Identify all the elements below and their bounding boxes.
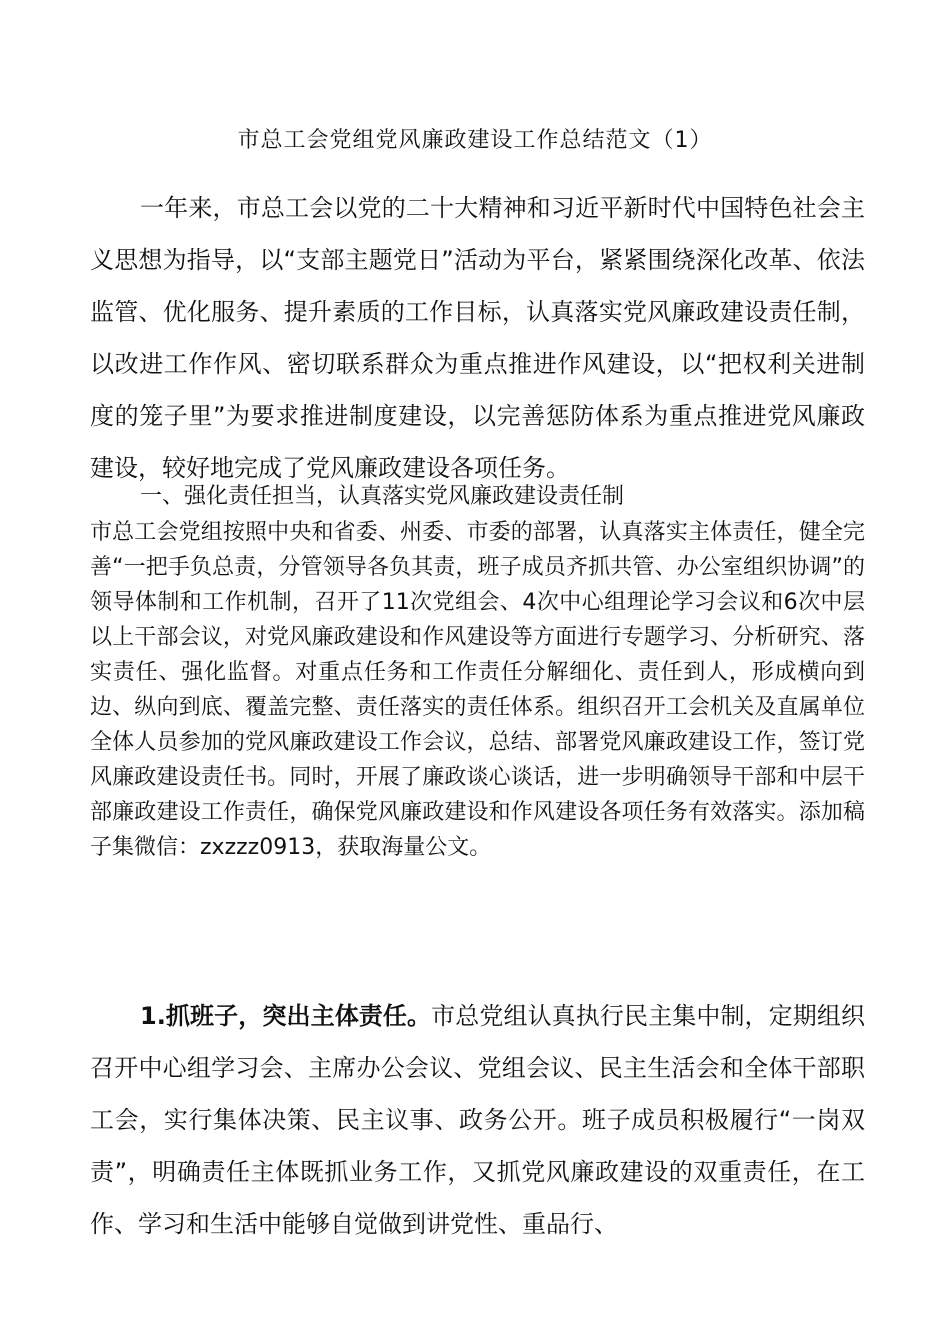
item-text: 市总党组认真执行民主集中制，定期组织召开中心组学习会、主席办公会议、党组会议、民主生活会和全体干部职工会，实行集体决策、民主议事、政务公开。班子成员积极履行“一岗双责”，明确责任主体既抓业务工作，又抓党风廉政建设的双重责任，在工作、学习和生活中能够自觉做到讲党性、重品行、 [90, 1002, 865, 1238]
section-body-paragraph: 市总工会党组按照中央和省委、州委、市委的部署，认真落实主体责任，健全完善“一把手负总责，分管领导各负其责，班子成员齐抓共管、办公室组织协调”的领导体制和工作机制，召开了11次党组会、4次中心组理论学习会议和6次中层以上干部会议，对党风廉政建设和作风建设等方面进行专题学习、分析研究、落实责任、强化监督。对重点任务和工作责任分解细化、责任到人，形成横向到边、纵向到底、覆盖完整、责任落实的责任体系。组织召开工会机关及直属单位全体人员参加的党风廉政建设工作会议，总结、部署党风廉政建设工作，签订党风廉政建设责任书。同时，开展了廉政谈心谈话，进一步明确领导干部和中层干部廉政建设工作责任，确保党风廉政建设和作风建设各项任务有效落实。添加稿子集微信：zxzzz0913，获取海量公文。 [90, 520, 865, 860]
item-paragraph [90, 990, 865, 1250]
item-lead: 1.抓班子，突出主体责任。 [140, 1002, 432, 1030]
intro-paragraph: 一年来，市总工会以党的二十大精神和习近平新时代中国特色社会主义思想为指导，以“支部主题党日”活动为平台，紧紧围绕深化改革、依法监管、优化服务、提升素质的工作目标，认真落实党风廉政建设责任制，以改进工作作风、密切联系群众为重点推进作风建设，以“把权利关进制度的笼子里”为要求推进制度建设，以完善惩防体系为重点推进党风廉政建设，较好地完成了党风廉政建设各项任务。 [90, 194, 865, 482]
section-heading: 一、强化责任担当，认真落实党风廉政建设责任制 [140, 484, 625, 509]
document-title: 市总工会党组党风廉政建设工作总结范文（1） [237, 128, 713, 153]
